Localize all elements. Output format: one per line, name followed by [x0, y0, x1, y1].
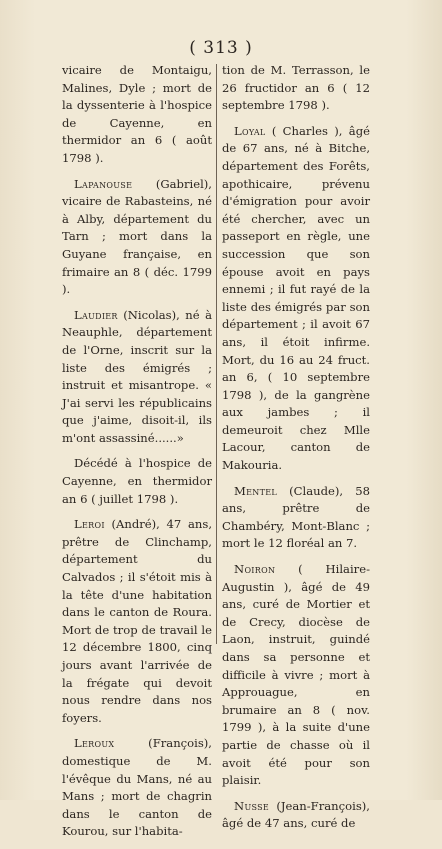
entry-name: Leroi	[74, 517, 105, 532]
entry-lapanouse	[62, 176, 212, 299]
entry-name: Noiron	[234, 562, 276, 577]
entry-text: (Nicolas), né à Neauphle, département de l'Orne, inscrit sur la liste des émigrés ; instruit et misantrope. « J'ai servi les républicains que j'aime, disoit-il, ils m'ont assassiné......»	[62, 307, 212, 445]
entry-name: Laudier	[74, 307, 118, 322]
entry-name: Nusse	[234, 798, 270, 813]
entry-nusse	[222, 798, 370, 833]
left-column	[62, 62, 212, 849]
entry-noiron	[222, 561, 370, 790]
entry-name: Leroux	[74, 736, 115, 751]
entry-name: Loyal	[234, 123, 266, 138]
entry-laudier	[62, 307, 212, 448]
entry-leroux	[62, 735, 212, 841]
entry-loyal	[222, 123, 370, 475]
entry-text: (André), 47 ans, prêtre de Clinchamp, département du Calvados ; il s'étoit mis à la tête d'une habitation dans le canton de Roura. Mort de trop de travail le 12 décembre 1800, cinq jours avant l'arrivée de la frégate qui devoit nous rendre dans nos foyers.	[62, 517, 212, 725]
entry-text: ( Hilaire-Augustin ), âgé de 49 ans, curé de Mortier et de Crecy, diocèse de Laon, instruit, guindé dans sa personne et difficile à vivre ; mort à Approuague, en brumaire an 8 ( nov. 1799 ), à la suite d'une partie de chasse où il avoit été pour son plaisir.	[222, 562, 370, 788]
right-column	[222, 62, 370, 841]
entry-name: Mentel	[234, 483, 277, 498]
entry-paragraph: Décédé à l'hospice de Cayenne, en thermidor an 6 ( juillet 1798 ).	[62, 456, 212, 506]
entry-mentel	[222, 483, 370, 553]
entry-text: ( Charles ), âgé de 67 ans, né à Bitche, département des Forêts, apothicaire, prévenu d'émigration pour avoir été chercher, avec un passeport en règle, une succession que son épouse avoit en pays ennemi ; il fut rayé de la liste des émigrés par son département ; il avoit 67 ans, il étoit infirme. Mort, du 16 au 24 fruct. an 6, ( 10 septembre 1798 ), de la gangrène aux jambes ; il demeuroit chez Mlle Lacour, canton de Makouria.	[222, 123, 370, 473]
column-divider	[216, 64, 217, 644]
entry-continuation: vicaire de Montaigu, Malines, Dyle ; mort de la dyssenterie à l'hospice de Cayenne, en thermidor an 6 ( août 1798 ).	[62, 63, 212, 165]
entry-leroi	[62, 516, 212, 727]
entry-text: (Claude), 58 ans, prêtre de Chambéry, Mont-Blanc ; mort le 12 floréal an 7.	[222, 483, 370, 551]
entry-continuation: tion de M. Terrasson, le 26 fructidor an 6 ( 12 septembre 1798 ).	[222, 63, 370, 113]
page-number: ( 313 )	[189, 38, 253, 58]
entry-text: (Jean-François), âgé de 47 ans, curé de	[222, 798, 370, 831]
entry-name: Lapanouse	[74, 176, 133, 191]
entry-text: (Gabriel), vicaire de Rabasteins, né à Alby, département du Tarn ; mort dans la Guyane française, en frimaire an 8 ( déc. 1799 ).	[62, 176, 212, 297]
entry-text: (François), domestique de M. l'évêque du Mans, né au Mans ; mort de chagrin dans le canton de Kourou, sur l'habita-	[62, 736, 212, 839]
